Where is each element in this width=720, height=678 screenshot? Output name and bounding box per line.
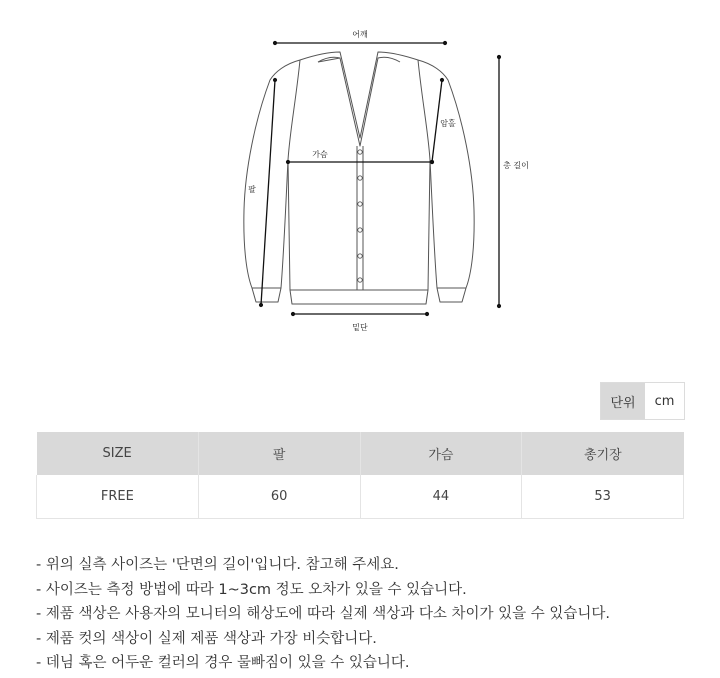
size-table-header-row	[37, 432, 684, 475]
size-table-header-sleeve: 팔	[198, 432, 360, 475]
total-length-cell: 53	[522, 475, 684, 519]
size-notes	[36, 553, 610, 676]
unit-value: cm	[645, 383, 684, 419]
sleeve-measure-line	[261, 80, 275, 305]
shoulder-label: 어깨	[352, 30, 368, 39]
list-item: - 데님 혹은 어두운 컬러의 경우 물빠짐이 있을 수 있습니다.	[36, 655, 410, 671]
size-cell: FREE	[37, 475, 199, 519]
list-item: - 사이즈는 측정 방법에 따라 1~3cm 정도 오차가 있을 수 있습니다.	[36, 581, 467, 598]
sleeve-cell: 60	[198, 475, 360, 519]
total-length-label: 총 길이	[503, 161, 529, 170]
size-table-header-size: SIZE	[37, 432, 199, 475]
chest-label: 가슴	[312, 150, 328, 159]
size-table-header-total-length: 총기장	[522, 432, 684, 475]
cardigan-buttons	[358, 150, 362, 282]
unit-label: 단위	[601, 383, 645, 419]
size-table	[36, 432, 684, 519]
table-row	[37, 475, 684, 519]
unit-indicator	[600, 382, 685, 420]
list-item: - 제품 컷의 색상이 실제 제품 색상과 가장 비슷합니다.	[36, 630, 377, 647]
list-item: - 제품 색상은 사용자의 모니터의 해상도에 따라 실제 색상과 다소 차이가 있을 수 있습니다.	[36, 606, 611, 622]
list-item: - 위의 실측 사이즈는 '단면의 길이'입니다. 참고해 주세요.	[36, 557, 399, 573]
measurement-lines	[261, 43, 499, 314]
size-table-header-chest: 가슴	[360, 432, 522, 475]
armhole-label: 암홀	[440, 119, 456, 128]
sleeve-label: 팔	[248, 185, 256, 194]
hem-label: 밑단	[352, 323, 368, 332]
chest-cell: 44	[360, 475, 522, 519]
